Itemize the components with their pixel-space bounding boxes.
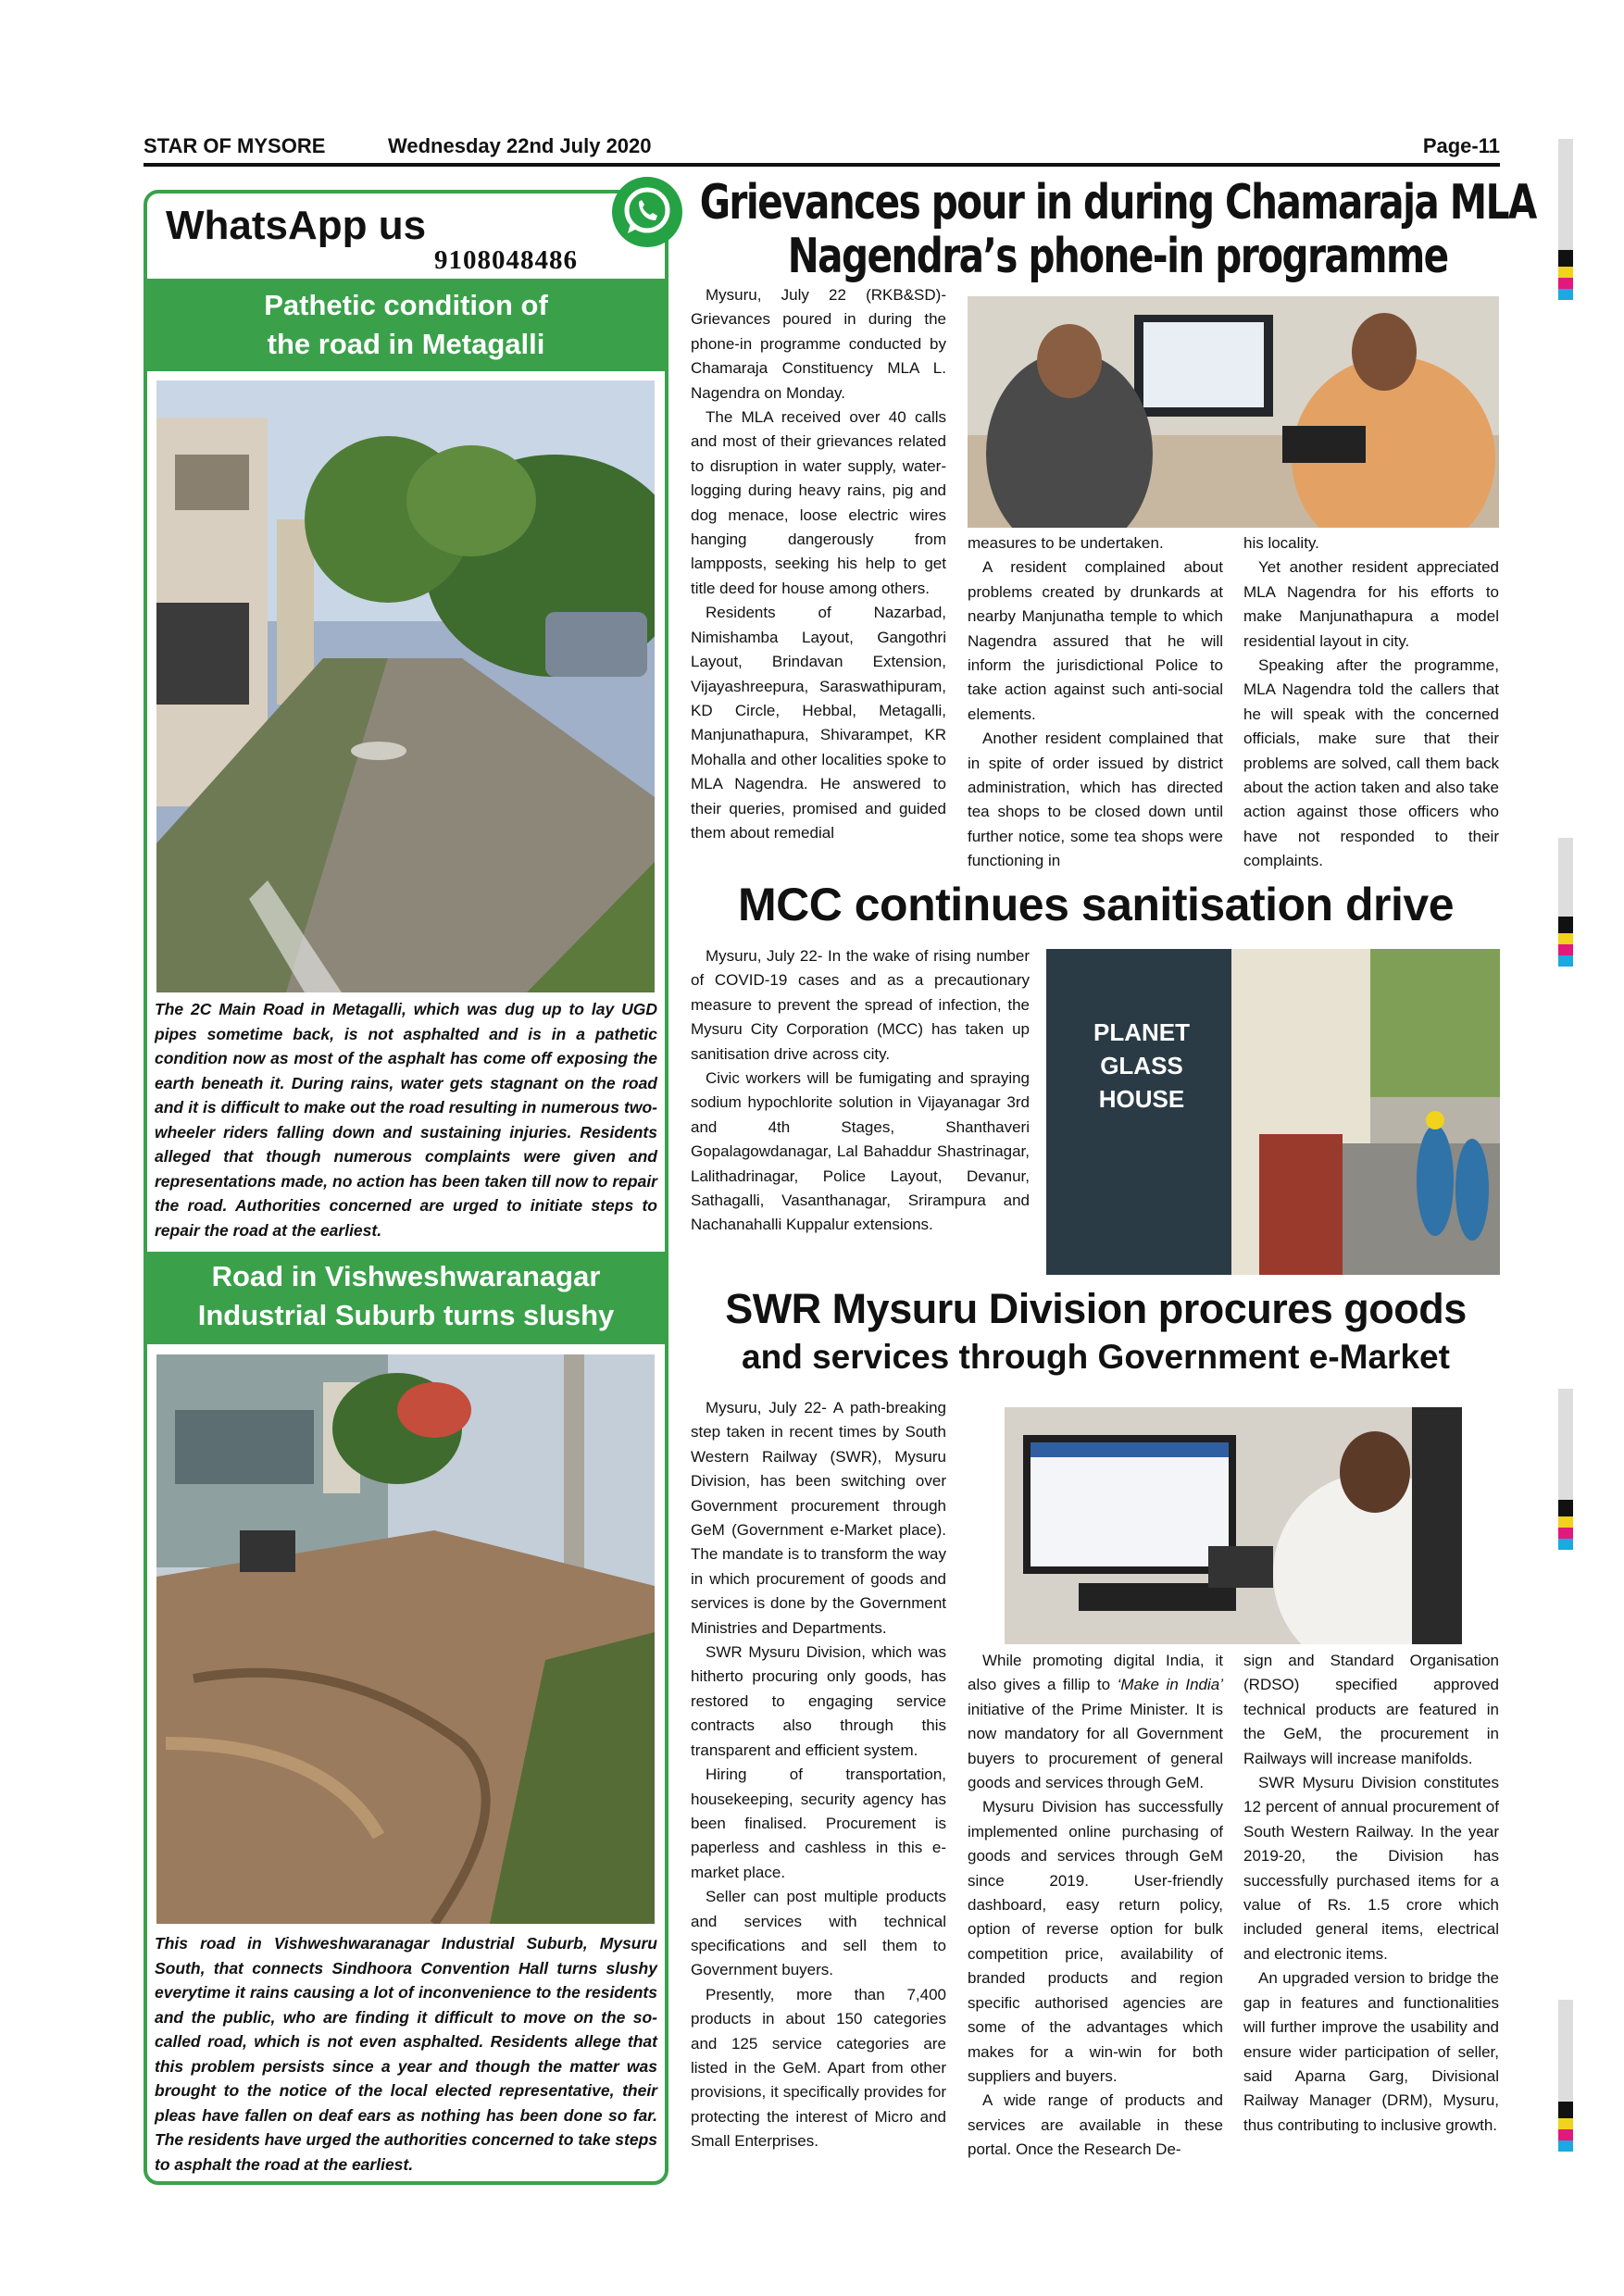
metagalli-road-photo	[156, 381, 655, 992]
article3-col2-p2: Mysuru Division has successfully implemented online purchasing of goods and services through GeM since 2019. User-friendly dashboard, easy return policy, option of reverse option for bulk competition price, availability of branded products and region specific authorised agencies are some of the advantages which makes for a win-win for both suppliers and buyers.	[968, 1798, 1223, 2085]
story2-headline	[147, 1252, 665, 1344]
story2-headline-line1: Road in Vishweshwaranagar	[211, 1260, 601, 1292]
article2-col1	[691, 944, 1030, 1238]
article1-col3	[1243, 531, 1499, 874]
article3-headline-line2: and services through Government e-Market	[742, 1338, 1450, 1376]
article1-col1	[691, 283, 946, 845]
article3-col1-p3: Hiring of transportation, housekeeping, security agency has been finalised. Procurement is paperless and cashless in this e-market place.	[691, 1766, 946, 1881]
story1-headline-line2: the road in Metagalli	[267, 328, 545, 360]
story1-headline	[147, 279, 665, 371]
article3-col1-p4: Seller can post multiple products and services with technical specifications and sell them to Government buyers.	[691, 1888, 946, 1979]
article1-col2-p2: A resident complained about problems created by drunkards at nearby Manjunatha temple to which Nagendra assured that he will inform the jurisdictional Police to take action against such anti-social elements.	[968, 558, 1223, 723]
paper-name: STAR OF MYSORE	[144, 134, 326, 157]
article1-col2	[968, 531, 1223, 874]
article1-col3-p3: Speaking after the programme, MLA Nagendra told the callers that he will speak with the concerned officials, make sure that their problems are solved, call them back about the action taken and also take action against those officers who have not responded to their complaints.	[1243, 656, 1499, 870]
registration-strip-bottom	[1558, 2000, 1573, 2152]
page-number: Page-11	[1422, 134, 1500, 157]
article3-col2-rest: initiative of the Prime Minister. It is now mandatory for all Government buyers to procurement of general goods and services through GeM.	[968, 1700, 1223, 1792]
article1-headline-line2: Nagendra’s phone-in programme	[787, 229, 1448, 284]
registration-strip-mid2	[1558, 1389, 1573, 1550]
gem-computer-photo	[1005, 1407, 1462, 1644]
article1-col1-p2: The MLA received over 40 calls and most of their grievances related to disruption in water supply, water-logging during heavy rains, pig and dog menace, loose electric wires hanging dangerously from lampposts, seeking his help to get title deed for house among others.	[691, 408, 946, 597]
article3-col3-p2: SWR Mysuru Division constitutes 12 percent of annual procurement of South Western Railway. In the year 2019-20, the Division has successfully purchased items for a value of Rs. 1.5 crore which included general items, electrical and electronic items.	[1243, 1774, 1499, 1963]
article1-headline-line1: Grievances pour in during Chamaraja MLA	[699, 175, 1536, 231]
story1-caption: The 2C Main Road in Metagalli, which was dug up to lay UGD pipes sometime back, is not asphalted and is in a pathetic condition now as most of the asphalt has come off exposing the earth beneath it. During rains, water gets stagnant on the road and it is difficult to make out the road resulting in numerous two-wheeler riders falling down and sustaining injuries. Residents alleged that though numerous complaints were given and representations made, no action has been taken till now to repair the road. Authorities concerned are urged to initiate steps to repair the road at the earliest.	[155, 1000, 657, 1240]
article2-headline: MCC continues sanitisation drive	[737, 879, 1454, 930]
article1-col1-p3: Residents of Nazarbad, Nimishamba Layout, Gangothri Layout, Brindavan Extension, Vijayashreepura, Saraswathipuram, KD Circle, Hebbal, Metagalli, Manjunathapura, Shivarampet, KR Mohalla and other localities spoke to MLA Nagendra. He answered to their queries, promised and guided them about remedial	[691, 604, 946, 842]
article1-col3-p2: Yet another resident appreciated MLA Nagendra for his efforts to make Manjunathapura a model residential layout in city.	[1243, 558, 1499, 650]
story2-caption: This road in Vishweshwaranagar Industrial Suburb, Mysuru South, that connects Sindhoora Convention Hall turns slushy everytime it rains causing a lot of inconvenience to the residents and the public, who are finding it difficult to move on the so-called road, which is not even asphalted. Residents allege that this problem persists since a year and though the matter was brought to the notice of the local elected representative, their pleas have fallen on deaf ears as nothing has been done so far. The residents have urged the authorities concerned to take steps to asphalt the road at the earliest.	[155, 1934, 657, 2174]
issue-date: Wednesday 22nd July 2020	[388, 134, 652, 157]
article3-col2-lead: While promoting digital India, it also gives a fillip to	[968, 1652, 1223, 1694]
story1-headline-line1: Pathetic condition of	[264, 289, 548, 321]
article3-col1	[691, 1396, 946, 2154]
article3-col2	[968, 1649, 1223, 2163]
article3-col1-p5: Presently, more than 7,400 products in about 150 categories and 125 service categories are listed in the GeM. Apart from other provisions, it specifically provides for protecting the interest of Micro and Small Enterprises.	[691, 1985, 946, 2151]
sidebar-box	[144, 190, 668, 2185]
article3-headline-line1: SWR Mysuru Division procures goods	[725, 1285, 1467, 1332]
story2-headline-line2: Industrial Suburb turns slushy	[197, 1299, 615, 1331]
header-rule	[144, 163, 1500, 167]
article3-headline	[691, 1282, 1501, 1379]
photo-shop-sign: PLANET GLASS HOUSE	[1093, 1018, 1190, 1113]
sanitisation-photo	[1046, 949, 1500, 1275]
whatsapp-label: WhatsApp us	[166, 203, 427, 248]
article1-col2-p1: measures to be undertaken.	[968, 534, 1164, 552]
article1-col2-p3: Another resident complained that in spite of order issued by district administration, which has directed tea shops to be closed down until further notice, some tea shops were functioning in	[968, 730, 1223, 870]
article1-col3-p1: his locality.	[1243, 534, 1319, 552]
whatsapp-icon	[611, 176, 683, 248]
whatsapp-number: 9108048486	[434, 245, 578, 275]
registration-strip-mid1	[1558, 838, 1573, 967]
article3-col3	[1243, 1649, 1499, 2138]
article2-col1-p2: Civic workers will be fumigating and spraying sodium hypochlorite solution in Vijayanagar 3rd and 4th Stages, Shanthaveri Gopalagowdanagar, Lal Bahaddur Shastrinagar, Lalithadrinagar, Police Layout, Devanur, Sathagalli, Vasanthanagar, Srirampura and Nachanahalli Kuppalur extensions.	[691, 1069, 1030, 1234]
article3-col2-p1	[968, 1649, 1223, 1795]
article3-col1-p2: SWR Mysuru Division, which was hitherto procuring only goods, has restored to engaging service contracts also through this transparent and efficient system.	[691, 1643, 946, 1759]
registration-strip-top	[1558, 139, 1573, 300]
make-in-india-phrase: ‘Make in India’	[1117, 1676, 1223, 1694]
article3-col3-p1: sign and Standard Organisation (RDSO) specified approved technical products are featured in the GeM, the procurement in Railways will increase manifolds.	[1243, 1652, 1499, 1767]
article2-col1-p1: Mysuru, July 22- In the wake of rising number of COVID-19 cases and as a precautionary measure to prevent the spread of infection, the Mysuru City Corporation (MCC) has taken up sanitisation drive across city.	[691, 947, 1030, 1063]
vishweshwaranagar-road-photo	[156, 1354, 655, 1924]
masthead	[144, 134, 1500, 162]
mla-phone-in-photo	[968, 296, 1499, 528]
article3-col1-p1: Mysuru, July 22- A path-breaking step taken in recent times by South Western Railway (SWR), Mysuru Division, has been switching over Government procurement through GeM (Government e-Market place). The mandate is to transform the way in which procurement of goods and services is done by the Government Ministries and Departments.	[691, 1399, 946, 1637]
article1-col1-p1: Mysuru, July 22 (RKB&SD)- Grievances poured in during the phone-in programme conducted by Chamaraja Constituency MLA L. Nagendra on Monday.	[691, 286, 946, 402]
article1-headline	[692, 176, 1543, 283]
article3-col2-p3: A wide range of products and services are available in these portal. Once the Research De-	[968, 2091, 1223, 2159]
article3-col3-p3: An upgraded version to bridge the gap in features and functionalities will further improve the usability and ensure wider participation of seller, said Aparna Garg, Divisional Railway Manager (DRM), Mysuru, thus contributing to inclusive growth.	[1243, 1969, 1499, 2134]
